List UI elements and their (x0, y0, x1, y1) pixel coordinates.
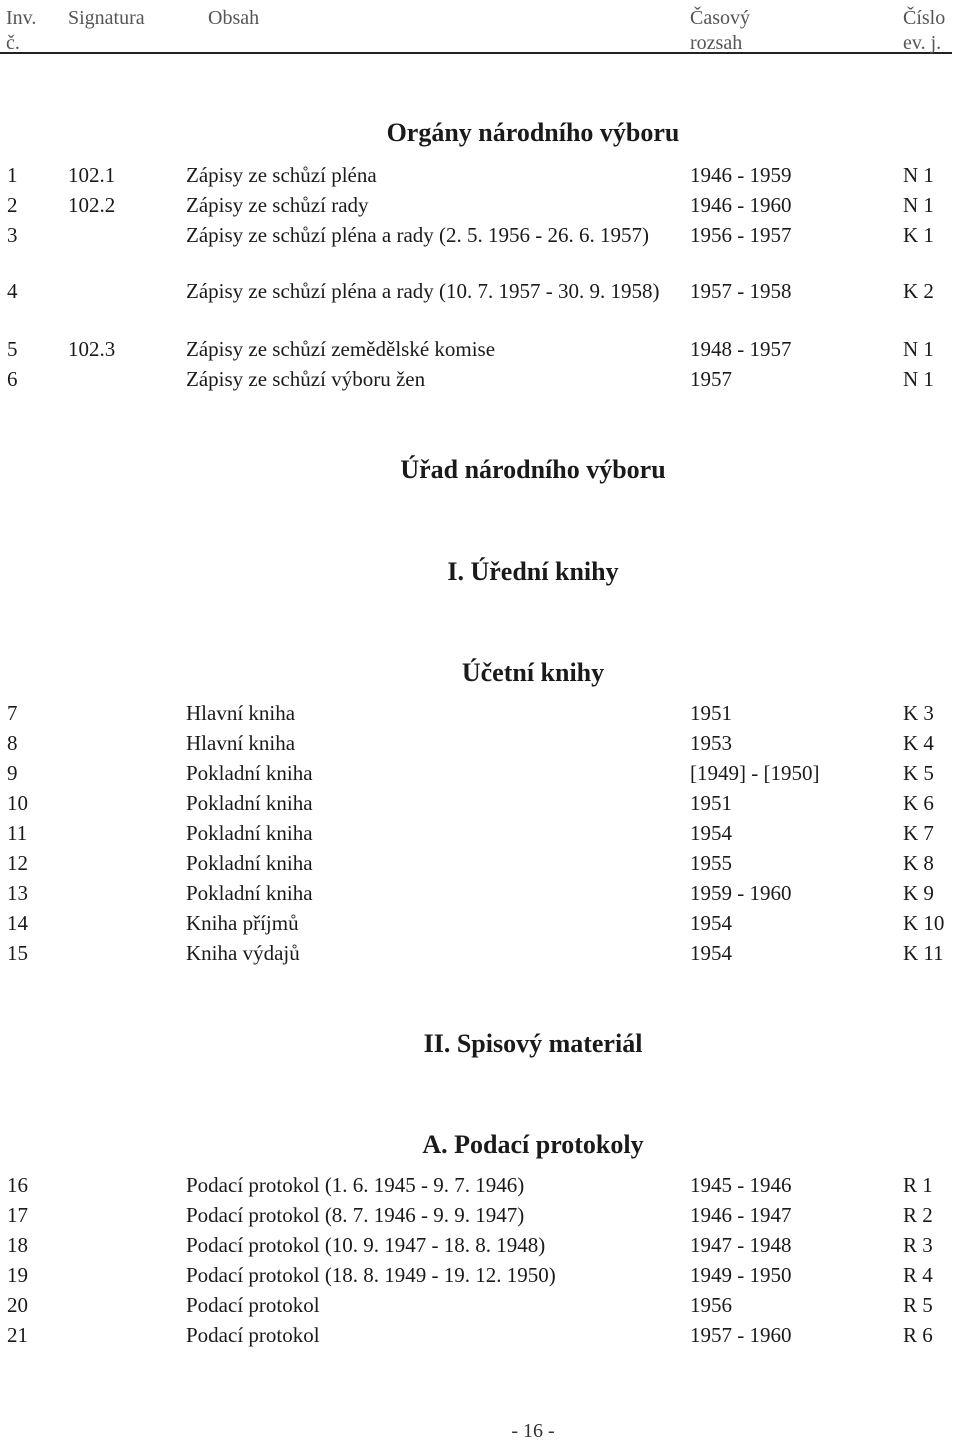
inv-number: 9 (7, 761, 18, 785)
obsah: Zápisy ze schůzí pléna a rady (10. 7. 1957 - 30. 9. 1958) (186, 279, 660, 303)
table-row (0, 758, 960, 788)
header-casovy-line2: rozsah (690, 32, 743, 54)
cislo-ev: K 3 (903, 701, 934, 725)
inv-number: 8 (7, 731, 18, 755)
inv-number: 21 (7, 1323, 28, 1347)
cislo-ev: R 6 (903, 1323, 933, 1347)
obsah: Zápisy ze schůzí zemědělské komise (186, 337, 496, 361)
cislo-ev: R 3 (903, 1233, 933, 1257)
signatura: 102.3 (68, 337, 116, 361)
section-subsubtitle-ucetni-knihy: Účetní knihy (461, 658, 605, 687)
table-row (0, 1320, 960, 1350)
cislo-ev: K 4 (903, 731, 934, 755)
obsah: Zápisy ze schůzí výboru žen (186, 367, 426, 391)
table-row (0, 788, 960, 818)
casovy-rozsah: 1948 - 1957 (690, 337, 792, 361)
casovy-rozsah: 1946 - 1960 (690, 193, 792, 217)
obsah: Pokladní kniha (186, 761, 313, 785)
inv-number: 10 (7, 791, 28, 815)
casovy-rozsah: 1956 (690, 1293, 732, 1317)
inv-number: 15 (7, 941, 28, 965)
header-inv (6, 6, 36, 56)
inv-number: 6 (7, 367, 18, 391)
table-row (0, 1290, 960, 1320)
header-obsah: Obsah (208, 7, 260, 29)
obsah: Hlavní kniha (186, 701, 296, 725)
obsah: Podací protokol (186, 1323, 320, 1347)
inv-number: 7 (7, 701, 18, 725)
obsah: Pokladní kniha (186, 821, 313, 845)
inv-number: 20 (7, 1293, 28, 1317)
casovy-rozsah: 1955 (690, 851, 732, 875)
casovy-rozsah: 1954 (690, 911, 732, 935)
casovy-rozsah: 1959 - 1960 (690, 881, 792, 905)
cislo-ev: N 1 (903, 367, 934, 391)
obsah: Pokladní kniha (186, 791, 313, 815)
inv-number: 11 (7, 821, 28, 845)
section-subtitle-podaci-protokoly: A. Podací protokoly (422, 1130, 644, 1159)
cislo-ev: K 10 (903, 911, 945, 935)
table-row (0, 938, 960, 968)
table-row (0, 698, 960, 728)
casovy-rozsah: [1949] - [1950] (690, 761, 820, 785)
obsah: Kniha výdajů (186, 941, 300, 965)
table-row (0, 878, 960, 908)
header-inv-line2: č. (6, 32, 20, 54)
section-title-urad: Úřad národního výboru (400, 455, 666, 484)
obsah: Podací protokol (10. 9. 1947 - 18. 8. 1948) (186, 1233, 546, 1257)
table-row (0, 848, 960, 878)
cislo-ev: K 8 (903, 851, 934, 875)
casovy-rozsah: 1954 (690, 821, 732, 845)
table-row (0, 334, 960, 364)
table-row (0, 818, 960, 848)
casovy-rozsah: 1956 - 1957 (690, 223, 792, 247)
inv-number: 19 (7, 1263, 28, 1287)
obsah: Podací protokol (18. 8. 1949 - 19. 12. 1950) (186, 1263, 556, 1287)
casovy-rozsah: 1951 (690, 791, 732, 815)
header-casovy-line1: Časový (690, 7, 750, 29)
inv-number: 5 (7, 337, 18, 361)
inv-number: 1 (7, 163, 18, 187)
signatura: 102.2 (68, 193, 116, 217)
table-row (0, 728, 960, 758)
inv-number: 12 (7, 851, 28, 875)
table-row (0, 190, 960, 220)
cislo-ev: K 1 (903, 223, 934, 247)
casovy-rozsah: 1957 (690, 367, 732, 391)
table-header (0, 2, 952, 54)
casovy-rozsah: 1946 - 1959 (690, 163, 792, 187)
cislo-ev: K 5 (903, 761, 934, 785)
obsah: Pokladní kniha (186, 881, 313, 905)
cislo-ev: K 11 (903, 941, 944, 965)
inv-number: 18 (7, 1233, 28, 1257)
cislo-ev: R 4 (903, 1263, 933, 1287)
obsah: Podací protokol (1. 6. 1945 - 9. 7. 1946) (186, 1173, 525, 1197)
inv-number: 14 (7, 911, 28, 935)
casovy-rozsah: 1949 - 1950 (690, 1263, 792, 1287)
obsah: Hlavní kniha (186, 731, 296, 755)
signatura: 102.1 (68, 163, 116, 187)
inv-number: 13 (7, 881, 28, 905)
header-inv-line1: Inv. (6, 7, 37, 29)
obsah: Pokladní kniha (186, 851, 313, 875)
obsah: Kniha příjmů (186, 911, 299, 935)
cislo-ev: N 1 (903, 193, 934, 217)
inv-number: 16 (7, 1173, 28, 1197)
table-row (0, 1200, 960, 1230)
obsah: Podací protokol (8. 7. 1946 - 9. 9. 1947) (186, 1203, 525, 1227)
cislo-ev: R 1 (903, 1173, 933, 1197)
casovy-rozsah: 1945 - 1946 (690, 1173, 792, 1197)
table-row (0, 1230, 960, 1260)
casovy-rozsah: 1951 (690, 701, 732, 725)
header-cislo-line1: Číslo (903, 7, 946, 29)
header-casovy-rozsah (690, 6, 750, 56)
inv-number: 3 (7, 223, 18, 247)
obsah: Zápisy ze schůzí rady (186, 193, 369, 217)
obsah: Zápisy ze schůzí pléna (186, 163, 377, 187)
table-row (0, 908, 960, 938)
section-title-spisovy-material: II. Spisový materiál (423, 1029, 643, 1058)
obsah: Zápisy ze schůzí pléna a rady (2. 5. 1956 - 26. 6. 1957) (186, 223, 650, 247)
header-signatura: Signatura (68, 7, 145, 29)
cislo-ev: K 6 (903, 791, 934, 815)
casovy-rozsah: 1957 - 1958 (690, 279, 792, 303)
table-row (0, 364, 960, 394)
cislo-ev: K 9 (903, 881, 934, 905)
inv-number: 2 (7, 193, 18, 217)
table-row (0, 160, 960, 190)
cislo-ev: K 2 (903, 279, 934, 303)
header-cislo-line2: ev. j. (903, 32, 942, 54)
header-cislo (903, 6, 945, 56)
section-subtitle-uredni-knihy: I. Úřední knihy (447, 557, 619, 586)
cislo-ev: K 7 (903, 821, 934, 845)
cislo-ev: N 1 (903, 337, 934, 361)
table-row (0, 220, 960, 276)
page-number: - 16 - (511, 1420, 555, 1442)
casovy-rozsah: 1957 - 1960 (690, 1323, 792, 1347)
inv-number: 4 (7, 279, 18, 303)
casovy-rozsah: 1953 (690, 731, 732, 755)
cislo-ev: R 5 (903, 1293, 933, 1317)
casovy-rozsah: 1946 - 1947 (690, 1203, 792, 1227)
table-row (0, 276, 960, 332)
table-row (0, 1170, 960, 1200)
inv-number: 17 (7, 1203, 28, 1227)
table-row (0, 1260, 960, 1290)
cislo-ev: N 1 (903, 163, 934, 187)
cislo-ev: R 2 (903, 1203, 933, 1227)
section-title-organy: Orgány národního výboru (386, 118, 680, 147)
casovy-rozsah: 1954 (690, 941, 732, 965)
obsah: Podací protokol (186, 1293, 320, 1317)
casovy-rozsah: 1947 - 1948 (690, 1233, 792, 1257)
